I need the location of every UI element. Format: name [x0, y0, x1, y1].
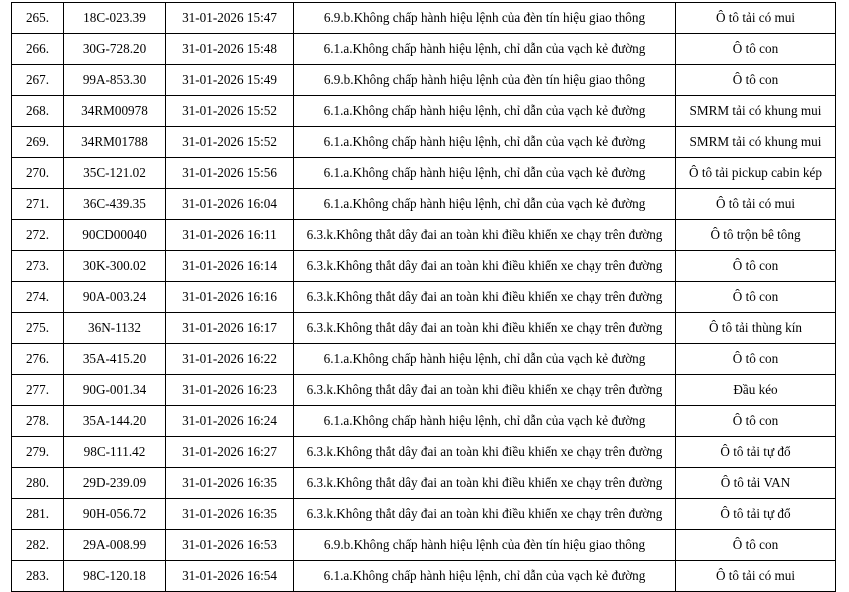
vehicle-type-cell: Ô tô con [676, 65, 836, 96]
violation-description-cell: 6.3.k.Không thắt dây đai an toàn khi điều khiển xe chạy trên đường [294, 437, 676, 468]
violation-description-cell: 6.1.a.Không chấp hành hiệu lệnh, chỉ dẫn của vạch kẻ đường [294, 34, 676, 65]
plate-number-cell: 35A-415.20 [64, 344, 166, 375]
table-row [12, 65, 836, 96]
plate-number-cell: 36C-439.35 [64, 189, 166, 220]
violation-time-cell: 31-01-2026 16:24 [166, 406, 294, 437]
row-index-cell: 275. [12, 313, 64, 344]
violation-description-cell: 6.3.k.Không thắt dây đai an toàn khi điều khiển xe chạy trên đường [294, 499, 676, 530]
vehicle-type-cell: Ô tô tải có mui [676, 561, 836, 592]
table-row [12, 344, 836, 375]
violation-time-cell: 31-01-2026 15:48 [166, 34, 294, 65]
plate-number-cell: 90H-056.72 [64, 499, 166, 530]
plate-number-cell: 18C-023.39 [64, 3, 166, 34]
plate-number-cell: 36N-1132 [64, 313, 166, 344]
row-index-cell: 272. [12, 220, 64, 251]
plate-number-cell: 30K-300.02 [64, 251, 166, 282]
vehicle-type-cell: Ô tô tải thùng kín [676, 313, 836, 344]
plate-number-cell: 30G-728.20 [64, 34, 166, 65]
table-row [12, 561, 836, 592]
table-row [12, 251, 836, 282]
violation-description-cell: 6.1.a.Không chấp hành hiệu lệnh, chỉ dẫn của vạch kẻ đường [294, 127, 676, 158]
violation-description-cell: 6.1.a.Không chấp hành hiệu lệnh, chỉ dẫn của vạch kẻ đường [294, 406, 676, 437]
vehicle-type-cell: SMRM tải có khung mui [676, 96, 836, 127]
row-index-cell: 271. [12, 189, 64, 220]
violation-time-cell: 31-01-2026 16:17 [166, 313, 294, 344]
plate-number-cell: 35A-144.20 [64, 406, 166, 437]
violation-time-cell: 31-01-2026 16:16 [166, 282, 294, 313]
violation-time-cell: 31-01-2026 16:53 [166, 530, 294, 561]
violation-description-cell: 6.3.k.Không thắt dây đai an toàn khi điều khiển xe chạy trên đường [294, 375, 676, 406]
vehicle-type-cell: Ô tô con [676, 344, 836, 375]
vehicle-type-cell: Ô tô trộn bê tông [676, 220, 836, 251]
row-index-cell: 270. [12, 158, 64, 189]
vehicle-type-cell: Ô tô tải có mui [676, 189, 836, 220]
vehicle-type-cell: Ô tô tải VAN [676, 468, 836, 499]
plate-number-cell: 29D-239.09 [64, 468, 166, 499]
table-row [12, 468, 836, 499]
plate-number-cell: 98C-120.18 [64, 561, 166, 592]
violation-time-cell: 31-01-2026 15:49 [166, 65, 294, 96]
row-index-cell: 266. [12, 34, 64, 65]
table-row [12, 499, 836, 530]
violation-description-cell: 6.9.b.Không chấp hành hiệu lệnh của đèn tín hiệu giao thông [294, 530, 676, 561]
vehicle-type-cell: Ô tô con [676, 251, 836, 282]
vehicle-type-cell: Ô tô con [676, 406, 836, 437]
violation-time-cell: 31-01-2026 15:52 [166, 96, 294, 127]
row-index-cell: 279. [12, 437, 64, 468]
violation-description-cell: 6.1.a.Không chấp hành hiệu lệnh, chỉ dẫn của vạch kẻ đường [294, 189, 676, 220]
violation-time-cell: 31-01-2026 16:27 [166, 437, 294, 468]
violation-description-cell: 6.1.a.Không chấp hành hiệu lệnh, chỉ dẫn của vạch kẻ đường [294, 158, 676, 189]
table-row [12, 34, 836, 65]
vehicle-type-cell: Đầu kéo [676, 375, 836, 406]
row-index-cell: 274. [12, 282, 64, 313]
violation-description-cell: 6.1.a.Không chấp hành hiệu lệnh, chỉ dẫn của vạch kẻ đường [294, 561, 676, 592]
vehicle-type-cell: Ô tô con [676, 282, 836, 313]
row-index-cell: 269. [12, 127, 64, 158]
row-index-cell: 276. [12, 344, 64, 375]
table-row [12, 406, 836, 437]
plate-number-cell: 90CD00040 [64, 220, 166, 251]
table-row [12, 220, 836, 251]
table-row [12, 313, 836, 344]
table-row [12, 96, 836, 127]
vehicle-type-cell: Ô tô tải pickup cabin kép [676, 158, 836, 189]
violation-time-cell: 31-01-2026 15:47 [166, 3, 294, 34]
plate-number-cell: 90G-001.34 [64, 375, 166, 406]
row-index-cell: 283. [12, 561, 64, 592]
vehicle-type-cell: Ô tô con [676, 34, 836, 65]
row-index-cell: 281. [12, 499, 64, 530]
table-row [12, 375, 836, 406]
violation-description-cell: 6.1.a.Không chấp hành hiệu lệnh, chỉ dẫn của vạch kẻ đường [294, 96, 676, 127]
violation-time-cell: 31-01-2026 16:23 [166, 375, 294, 406]
vehicle-type-cell: Ô tô con [676, 530, 836, 561]
violation-description-cell: 6.9.b.Không chấp hành hiệu lệnh của đèn tín hiệu giao thông [294, 65, 676, 96]
violation-description-cell: 6.3.k.Không thắt dây đai an toàn khi điều khiển xe chạy trên đường [294, 251, 676, 282]
table-row [12, 530, 836, 561]
violation-description-cell: 6.3.k.Không thắt dây đai an toàn khi điều khiển xe chạy trên đường [294, 313, 676, 344]
vehicle-type-cell: SMRM tải có khung mui [676, 127, 836, 158]
vehicle-type-cell: Ô tô tải tự đổ [676, 437, 836, 468]
violation-time-cell: 31-01-2026 16:35 [166, 499, 294, 530]
plate-number-cell: 35C-121.02 [64, 158, 166, 189]
violation-time-cell: 31-01-2026 16:04 [166, 189, 294, 220]
row-index-cell: 267. [12, 65, 64, 96]
document-body [0, 2, 849, 592]
violation-time-cell: 31-01-2026 16:14 [166, 251, 294, 282]
row-index-cell: 265. [12, 3, 64, 34]
violation-description-cell: 6.1.a.Không chấp hành hiệu lệnh, chỉ dẫn của vạch kẻ đường [294, 344, 676, 375]
plate-number-cell: 34RM00978 [64, 96, 166, 127]
violations-table [11, 2, 836, 592]
table-row [12, 282, 836, 313]
violation-description-cell: 6.3.k.Không thắt dây đai an toàn khi điều khiển xe chạy trên đường [294, 220, 676, 251]
table-row [12, 189, 836, 220]
row-index-cell: 282. [12, 530, 64, 561]
table-row [12, 158, 836, 189]
violation-time-cell: 31-01-2026 16:11 [166, 220, 294, 251]
violation-time-cell: 31-01-2026 16:22 [166, 344, 294, 375]
violation-time-cell: 31-01-2026 16:54 [166, 561, 294, 592]
table-row [12, 437, 836, 468]
violations-table-body [12, 3, 836, 592]
violation-time-cell: 31-01-2026 15:52 [166, 127, 294, 158]
row-index-cell: 278. [12, 406, 64, 437]
row-index-cell: 280. [12, 468, 64, 499]
row-index-cell: 277. [12, 375, 64, 406]
row-index-cell: 268. [12, 96, 64, 127]
violation-description-cell: 6.9.b.Không chấp hành hiệu lệnh của đèn tín hiệu giao thông [294, 3, 676, 34]
violation-description-cell: 6.3.k.Không thắt dây đai an toàn khi điều khiển xe chạy trên đường [294, 282, 676, 313]
plate-number-cell: 29A-008.99 [64, 530, 166, 561]
vehicle-type-cell: Ô tô tải tự đổ [676, 499, 836, 530]
violation-time-cell: 31-01-2026 15:56 [166, 158, 294, 189]
plate-number-cell: 99A-853.30 [64, 65, 166, 96]
plate-number-cell: 98C-111.42 [64, 437, 166, 468]
violation-description-cell: 6.3.k.Không thắt dây đai an toàn khi điều khiển xe chạy trên đường [294, 468, 676, 499]
vehicle-type-cell: Ô tô tải có mui [676, 3, 836, 34]
plate-number-cell: 34RM01788 [64, 127, 166, 158]
row-index-cell: 273. [12, 251, 64, 282]
table-row [12, 127, 836, 158]
violation-time-cell: 31-01-2026 16:35 [166, 468, 294, 499]
table-row [12, 3, 836, 34]
plate-number-cell: 90A-003.24 [64, 282, 166, 313]
